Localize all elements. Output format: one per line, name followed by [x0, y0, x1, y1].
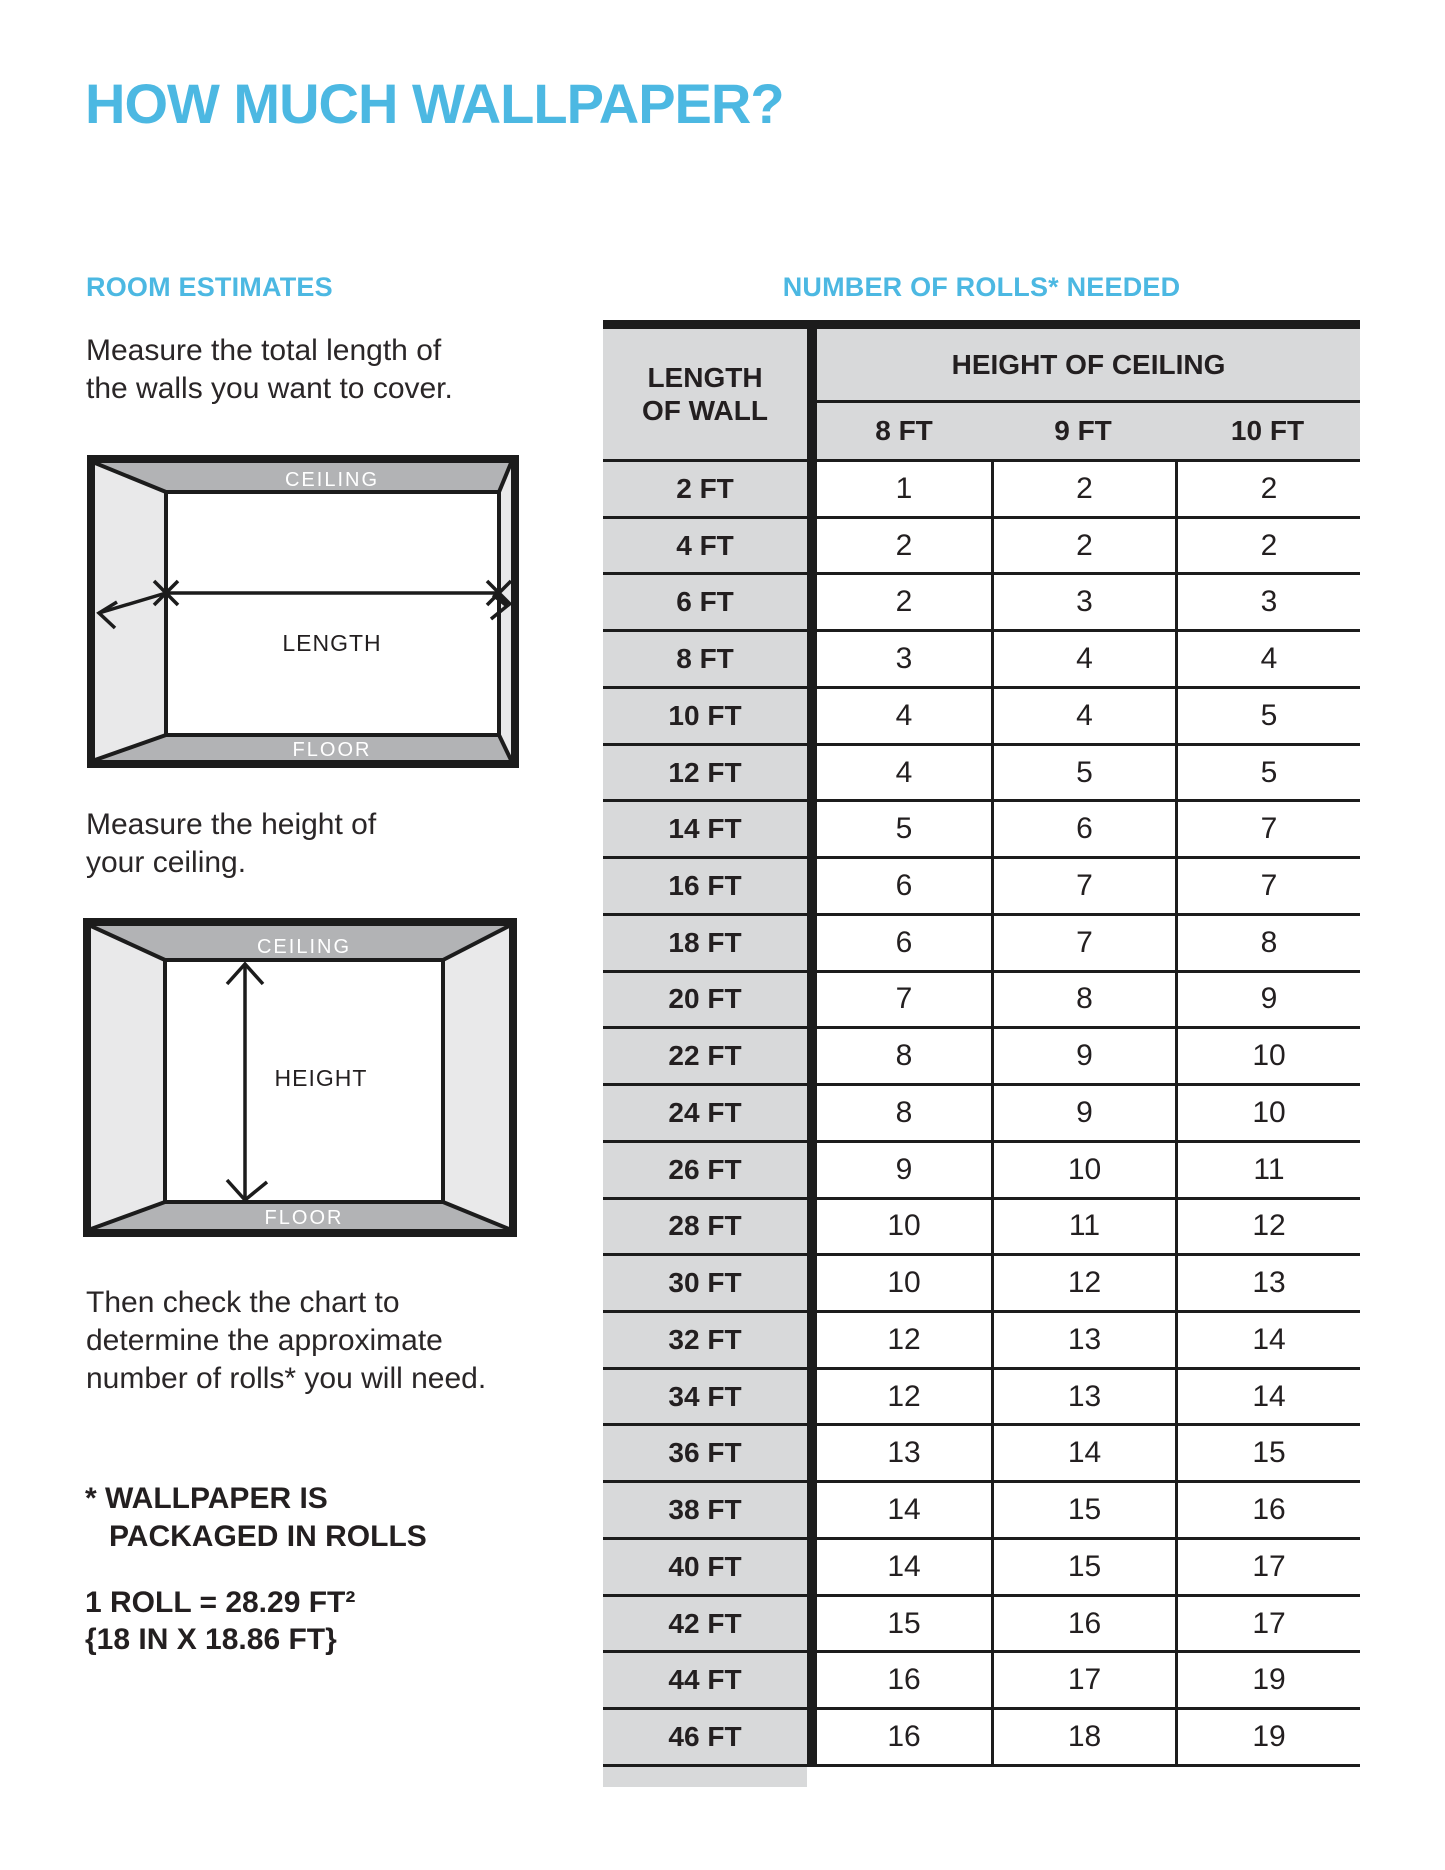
rolls-cell-9ft: 16 — [991, 1594, 1175, 1651]
rolls-cell-10ft: 5 — [1175, 686, 1360, 743]
rolls-cell-10ft: 9 — [1175, 970, 1360, 1027]
rolls-cell-9ft: 5 — [991, 743, 1175, 800]
roll-size-info — [85, 1584, 355, 1658]
wall-length-cell: 46 FT — [603, 1707, 807, 1764]
rolls-cell-10ft: 17 — [1175, 1537, 1360, 1594]
rolls-cell-10ft: 16 — [1175, 1480, 1360, 1537]
rolls-cell-10ft: 15 — [1175, 1423, 1360, 1480]
instruction-line: number of rolls* you will need. — [86, 1362, 487, 1395]
rolls-cell-9ft: 17 — [991, 1650, 1175, 1707]
room-estimates-heading: ROOM ESTIMATES — [86, 272, 333, 302]
rolls-cell-10ft: 14 — [1175, 1367, 1360, 1424]
room-length-diagram — [87, 455, 519, 768]
table-row — [603, 1594, 1360, 1651]
length-of-wall-header — [603, 329, 807, 459]
rolls-cell-8ft: 4 — [817, 743, 991, 800]
rolls-cell-10ft: 2 — [1175, 516, 1360, 573]
wall-length-cell: 28 FT — [603, 1197, 807, 1254]
column-divider — [807, 1253, 817, 1310]
column-divider — [807, 459, 817, 516]
instruction-line: your ceiling. — [86, 846, 247, 879]
column-divider — [807, 1480, 817, 1537]
rolls-cell-8ft: 12 — [817, 1310, 991, 1367]
rolls-cell-8ft: 12 — [817, 1367, 991, 1424]
table-row — [603, 686, 1360, 743]
rolls-cell-8ft: 16 — [817, 1650, 991, 1707]
rolls-cell-9ft: 15 — [991, 1537, 1175, 1594]
ceiling-label: CEILING — [256, 936, 352, 958]
rolls-needed-table — [603, 320, 1360, 1787]
rolls-cell-8ft: 9 — [817, 1140, 991, 1197]
wall-length-cell: 44 FT — [603, 1650, 807, 1707]
rolls-cell-10ft: 10 — [1175, 1083, 1360, 1140]
wall-length-cell: 8 FT — [603, 629, 807, 686]
column-divider — [807, 629, 817, 686]
instruction-measure-height — [86, 806, 376, 882]
column-divider — [807, 1650, 817, 1707]
column-divider — [807, 856, 817, 913]
table-row — [603, 1367, 1360, 1424]
instruction-measure-length — [86, 332, 453, 408]
wall-length-cell: 40 FT — [603, 1537, 807, 1594]
instruction-line: determine the approximate — [86, 1324, 443, 1357]
header-line: LENGTH — [647, 362, 763, 393]
wall-length-cell: 36 FT — [603, 1423, 807, 1480]
wall-length-cell: 10 FT — [603, 686, 807, 743]
column-divider — [807, 1367, 817, 1424]
table-row — [603, 970, 1360, 1027]
rolls-cell-8ft: 10 — [817, 1253, 991, 1310]
rolls-cell-10ft: 11 — [1175, 1140, 1360, 1197]
rolls-cell-9ft: 12 — [991, 1253, 1175, 1310]
rolls-cell-10ft: 10 — [1175, 1026, 1360, 1083]
roll-dimensions-line: {18 IN X 18.86 FT} — [85, 1623, 337, 1656]
column-divider — [807, 1083, 817, 1140]
rolls-cell-9ft: 11 — [991, 1197, 1175, 1254]
wall-length-cell: 26 FT — [603, 1140, 807, 1197]
table-row — [603, 572, 1360, 629]
column-divider — [807, 799, 817, 856]
rolls-cell-8ft: 1 — [817, 459, 991, 516]
rolls-cell-9ft: 6 — [991, 799, 1175, 856]
wall-length-cell: 2 FT — [603, 459, 807, 516]
header-line: OF WALL — [642, 395, 768, 426]
rolls-cell-10ft: 7 — [1175, 799, 1360, 856]
instruction-line: Then check the chart to — [86, 1286, 400, 1319]
column-divider — [807, 1423, 817, 1480]
room-length-illustration — [95, 463, 511, 760]
table-row — [603, 1253, 1360, 1310]
rolls-cell-9ft: 4 — [991, 686, 1175, 743]
page-title: HOW MUCH WALLPAPER? — [85, 72, 784, 135]
left-wall-surface — [91, 926, 165, 1229]
rolls-cell-10ft: 13 — [1175, 1253, 1360, 1310]
column-divider — [807, 913, 817, 970]
column-divider — [807, 572, 817, 629]
rolls-cell-10ft: 5 — [1175, 743, 1360, 800]
height-of-ceiling-header: HEIGHT OF CEILING — [817, 329, 1360, 403]
table-footer-stub — [603, 1767, 807, 1787]
wall-length-cell: 22 FT — [603, 1026, 807, 1083]
rolls-cell-8ft: 3 — [817, 629, 991, 686]
column-divider — [807, 1707, 817, 1764]
rolls-cell-9ft: 2 — [991, 516, 1175, 573]
rolls-cell-8ft: 16 — [817, 1707, 991, 1764]
wall-length-cell: 12 FT — [603, 743, 807, 800]
table-row — [603, 459, 1360, 516]
table-row — [603, 1140, 1360, 1197]
rolls-cell-8ft: 4 — [817, 686, 991, 743]
table-row — [603, 1026, 1360, 1083]
ceiling-8ft-header: 8 FT — [817, 403, 991, 459]
rolls-cell-8ft: 14 — [817, 1480, 991, 1537]
rolls-cell-9ft: 9 — [991, 1083, 1175, 1140]
column-divider — [807, 743, 817, 800]
wall-length-cell: 30 FT — [603, 1253, 807, 1310]
footnote-line: * WALLPAPER IS — [85, 1482, 328, 1515]
rolls-cell-8ft: 2 — [817, 572, 991, 629]
rolls-cell-10ft: 17 — [1175, 1594, 1360, 1651]
wall-length-cell: 6 FT — [603, 572, 807, 629]
rolls-cell-8ft: 15 — [817, 1594, 991, 1651]
roll-area-line: 1 ROLL = 28.29 FT² — [85, 1586, 356, 1619]
table-row — [603, 913, 1360, 970]
rolls-cell-10ft: 19 — [1175, 1707, 1360, 1764]
rolls-cell-9ft: 2 — [991, 459, 1175, 516]
wall-length-cell: 24 FT — [603, 1083, 807, 1140]
column-divider — [807, 1197, 817, 1254]
rolls-cell-9ft: 18 — [991, 1707, 1175, 1764]
rolls-cell-9ft: 13 — [991, 1310, 1175, 1367]
column-divider — [807, 1310, 817, 1367]
rolls-cell-10ft: 19 — [1175, 1650, 1360, 1707]
rolls-cell-9ft: 4 — [991, 629, 1175, 686]
table-row — [603, 1083, 1360, 1140]
rolls-cell-9ft: 13 — [991, 1367, 1175, 1424]
ceiling-10ft-header: 10 FT — [1175, 403, 1360, 459]
rolls-cell-8ft: 8 — [817, 1026, 991, 1083]
column-divider — [807, 516, 817, 573]
column-divider — [807, 970, 817, 1027]
table-row — [603, 1650, 1360, 1707]
column-divider — [807, 1140, 817, 1197]
table-row — [603, 629, 1360, 686]
ceiling-9ft-header: 9 FT — [991, 403, 1175, 459]
wall-length-cell: 42 FT — [603, 1594, 807, 1651]
instruction-line: Measure the total length of — [86, 334, 442, 367]
rolls-cell-8ft: 2 — [817, 516, 991, 573]
rolls-cell-8ft: 6 — [817, 913, 991, 970]
column-divider — [807, 1594, 817, 1651]
table-header — [603, 329, 1360, 459]
floor-label: FLOOR — [264, 1207, 344, 1229]
height-dimension-label: HEIGHT — [274, 1065, 368, 1091]
floor-label: FLOOR — [292, 739, 372, 760]
table-row — [603, 799, 1360, 856]
rolls-cell-8ft: 13 — [817, 1423, 991, 1480]
length-dimension-label: LENGTH — [282, 630, 382, 656]
rolls-cell-10ft: 8 — [1175, 913, 1360, 970]
back-wall-surface — [166, 492, 499, 735]
wall-length-cell: 32 FT — [603, 1310, 807, 1367]
table-row — [603, 1480, 1360, 1537]
rolls-cell-10ft: 7 — [1175, 856, 1360, 913]
wall-length-cell: 18 FT — [603, 913, 807, 970]
table-row — [603, 1197, 1360, 1254]
rolls-cell-10ft: 12 — [1175, 1197, 1360, 1254]
rolls-cell-9ft: 7 — [991, 856, 1175, 913]
rolls-cell-8ft: 6 — [817, 856, 991, 913]
wallpaper-rolls-footnote — [85, 1480, 427, 1556]
table-row — [603, 1423, 1360, 1480]
rolls-cell-9ft: 10 — [991, 1140, 1175, 1197]
ceiling-label: CEILING — [284, 469, 380, 491]
rolls-cell-8ft: 10 — [817, 1197, 991, 1254]
rolls-needed-heading: NUMBER OF ROLLS* NEEDED — [782, 272, 1181, 302]
table-row — [603, 743, 1360, 800]
rolls-cell-8ft: 5 — [817, 799, 991, 856]
wall-length-cell: 16 FT — [603, 856, 807, 913]
rolls-cell-10ft: 4 — [1175, 629, 1360, 686]
wall-length-cell: 20 FT — [603, 970, 807, 1027]
wall-length-cell: 34 FT — [603, 1367, 807, 1424]
rolls-cell-9ft: 7 — [991, 913, 1175, 970]
instruction-line: Measure the height of — [86, 808, 377, 841]
rolls-cell-9ft: 8 — [991, 970, 1175, 1027]
rolls-cell-9ft: 15 — [991, 1480, 1175, 1537]
rolls-cell-10ft: 2 — [1175, 459, 1360, 516]
table-row — [603, 856, 1360, 913]
column-divider — [807, 1026, 817, 1083]
rolls-cell-8ft: 14 — [817, 1537, 991, 1594]
footnote-line: PACKAGED IN ROLLS — [109, 1520, 427, 1553]
rolls-cell-8ft: 7 — [817, 970, 991, 1027]
table-row — [603, 1537, 1360, 1594]
rolls-cell-8ft: 8 — [817, 1083, 991, 1140]
wall-length-cell: 14 FT — [603, 799, 807, 856]
instruction-check-chart — [86, 1284, 486, 1398]
table-row — [603, 1707, 1360, 1764]
table-body — [603, 459, 1360, 1767]
table-row — [603, 1310, 1360, 1367]
rolls-cell-9ft: 9 — [991, 1026, 1175, 1083]
column-divider — [807, 329, 817, 459]
column-divider — [807, 686, 817, 743]
wall-length-cell: 4 FT — [603, 516, 807, 573]
rolls-cell-9ft: 3 — [991, 572, 1175, 629]
room-height-diagram — [83, 918, 517, 1237]
room-height-illustration — [91, 926, 509, 1229]
column-divider — [807, 1537, 817, 1594]
right-wall-surface — [443, 926, 509, 1229]
rolls-cell-10ft: 14 — [1175, 1310, 1360, 1367]
rolls-cell-10ft: 3 — [1175, 572, 1360, 629]
table-row — [603, 516, 1360, 573]
wall-length-cell: 38 FT — [603, 1480, 807, 1537]
rolls-cell-9ft: 14 — [991, 1423, 1175, 1480]
instruction-line: the walls you want to cover. — [86, 372, 453, 405]
